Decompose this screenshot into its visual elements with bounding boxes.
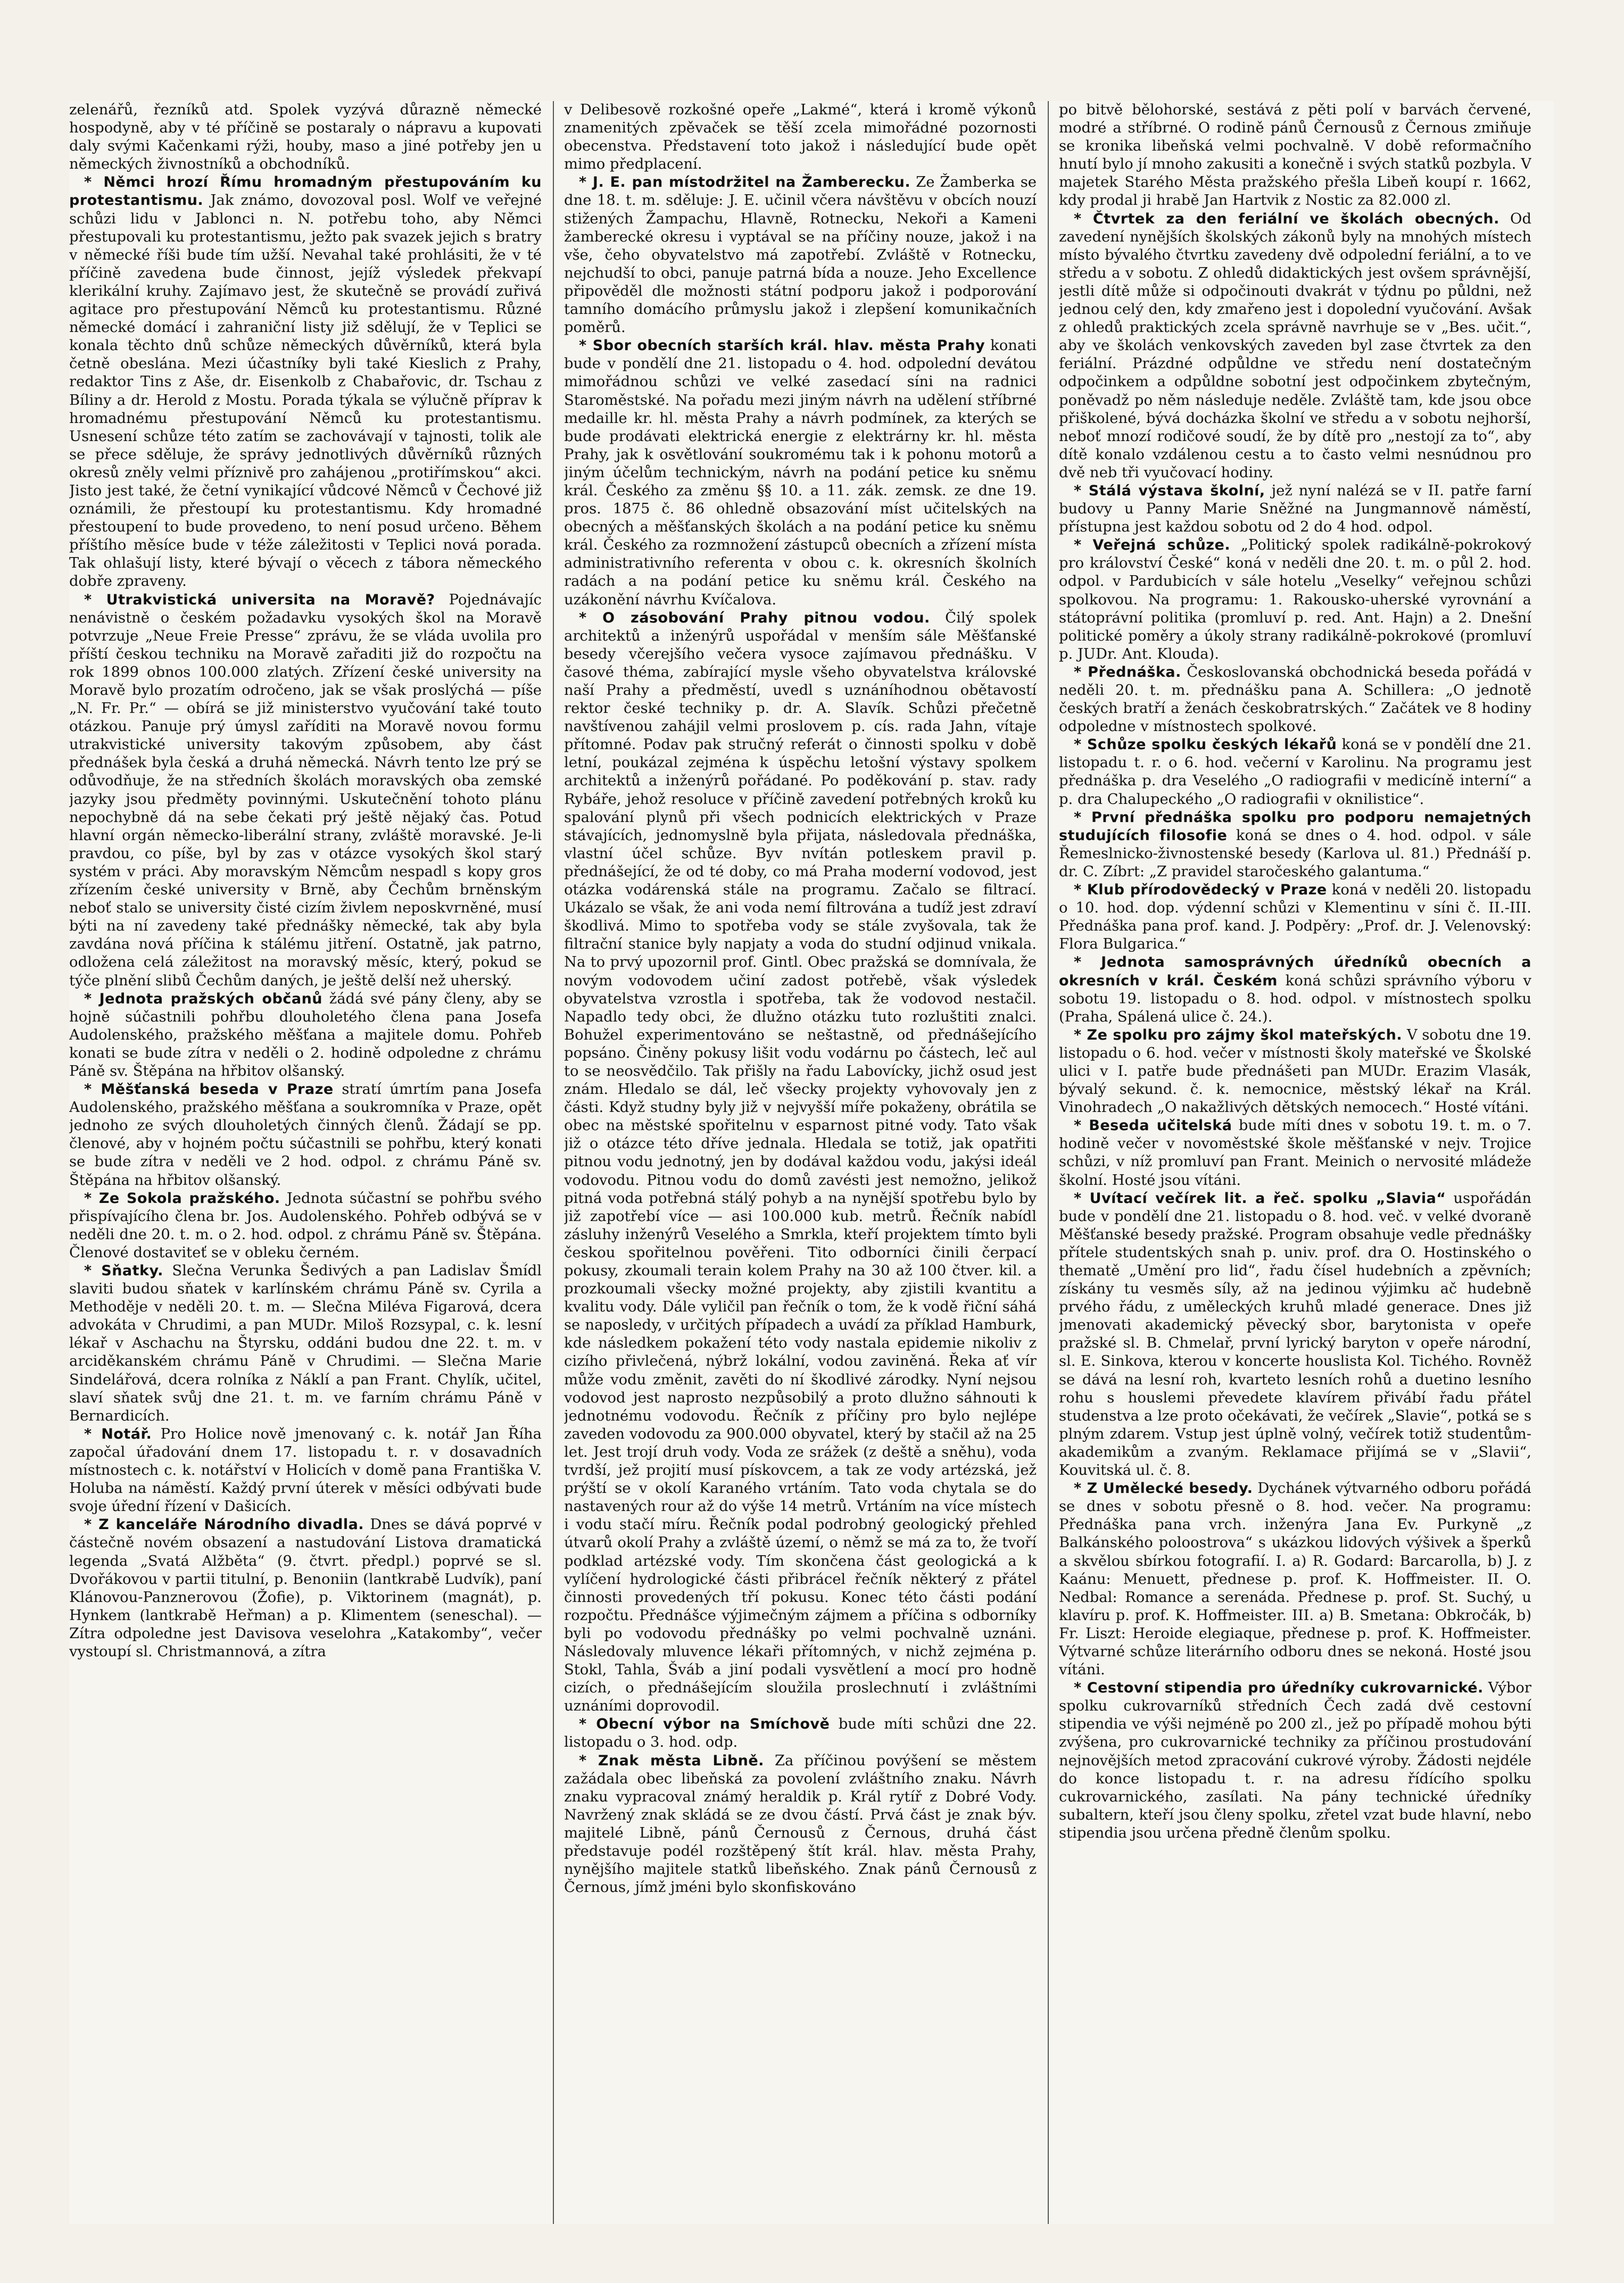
article-heading: * Přednáška.	[1074, 663, 1181, 680]
article-paragraph	[564, 1752, 1037, 1897]
column-rule-1	[553, 101, 554, 2224]
article-heading: * Jednota samosprávných úředníků obecních a okresních v král. Českém	[1059, 954, 1531, 989]
article-paragraph	[1059, 953, 1531, 1026]
article-heading: * Beseda učitelská	[1074, 1117, 1232, 1134]
article-heading: * Uvítací večírek lit. a řeč. spolku „Slavia“	[1074, 1190, 1446, 1207]
article-heading: * První přednáška spolku pro podporu nemajetných studujících filosofie	[1059, 809, 1531, 844]
article-paragraph	[69, 990, 542, 1081]
article-heading: * Znak města Libně.	[579, 1752, 764, 1769]
article-paragraph	[564, 1715, 1037, 1751]
article-heading: * Jednota pražských občanů	[84, 990, 323, 1007]
article-heading: * Němci hrozí Římu hromadným přestupováním ku protestantismu.	[69, 174, 542, 209]
article-text: žádá své pány členy, aby se hojně súčastnili pohřbu dlouholetého člena pana Josefa Audolenského, pražského měšťana a majitele domu. Pohřeb konati se bude zítra v neděli o 2. hodině odpoledne z chrámu Páně sv. Štěpána na hřbitov olšanský.	[69, 990, 542, 1080]
article-heading: * Z kanceláře Národního divadla.	[84, 1516, 364, 1533]
article-paragraph	[1059, 210, 1531, 482]
article-text: stratí úmrtím pana Josefa Audolenského, pražského měšťana a soukromníka v Praze, opět jednoho ze svých dlouholetých činných členů. Žádají se pp. členové, aby v hojném počtu súčastnili se pohřbu, který konati se bude zítra v neděli ve 2 hod. odpol. z chrámu Páně sv. Štěpána na hřbitov olšanský.	[69, 1081, 542, 1189]
article-paragraph	[1059, 663, 1531, 736]
column-rule-2	[1048, 101, 1049, 2224]
article-paragraph	[69, 1516, 542, 1661]
article-text: koná schůzi správního výboru v sobotu 19. listopadu o 8. hod. odpol. v místnostech spolku (Praha, Spálená ulice č. 24.).	[1059, 972, 1531, 1025]
article-text: zelenářů, řezníků atd. Spolek vyzývá důrazně německé hospodyně, aby v té příčině se postaraly o nápravu a kupovati daly svými Kačenkami rýži, houby, maso a jiné potřeby jen u německých živnostníků a obchodníků.	[69, 102, 542, 173]
article-text: jež nyní nalézá se v II. patře farní budovy u Panny Marie Sněžné na Jungmannově náměstí, přístupna jest každou sobotu od 2 do 4 hod. odpol.	[1059, 482, 1531, 536]
article-text: konati bude v pondělí dne 21. listopadu o 4. hod. odpolední devátou mimořádnou schůzi ve velké zasedací síni na radnici Staroměstské. Na pořadu mezi jiným návrh na udělení stříbrné medaille kr. hl. města Prahy a návrh podmínek, za kterých se bude prodávati elektrická energie z elektrárny kr. hl. města Prahy, jak k osvětlování soukromému tak i k pohonu motorů a jiným účelům technickým, návrh na podání petice ku sněmu král. Českého za změnu §§ 10. a 11. zák. zemsk. ze dne 19. pros. 1875 č. 86 ohledně obsazování míst učitelských na obecných a měšťanských školách a na podání petice ku sněmu král. Českého za rozmnožení zástupců obecních a zřízení místa administrativního referenta v obou c. k. okresních školních radách a na podání petice ku sněmu král. Českého na uzákonění návrhu Kvíčalova.	[564, 337, 1037, 608]
article-paragraph	[1059, 1117, 1531, 1189]
article-text: Jednota súčastní se pohřbu svého přispívajícího člena br. Jos. Audolenského. Pohřeb odbývá se v neděli dne 20. t. m. o 2. hod. odpol. z chrámu Páně sv. Štěpána. Členové dostaviteť se v obleku černém.	[69, 1190, 542, 1261]
article-paragraph	[69, 173, 542, 591]
article-paragraph	[1059, 881, 1531, 953]
article-heading: * Sňatky.	[84, 1263, 163, 1279]
article-heading: * Ze spolku pro zájmy škol mateřských.	[1074, 1026, 1403, 1043]
article-heading: * Veřejná schůze.	[1074, 537, 1231, 554]
article-paragraph	[69, 1190, 542, 1262]
article-paragraph	[69, 1081, 542, 1190]
article-text: V sobotu dne 19. listopadu o 6. hod. večer v místnosti školy mateřské ve Školské ulici v I. patře bude přednášeti pan MUDr. Erazim Vlasák, bývalý sekund. č. k. nemocnice, městský lékař na Král. Vinohradech „O nakažlivých dětských nemocech.“ Hosté vítáni.	[1059, 1026, 1531, 1116]
article-heading: * Sbor obecních starších král. hlav. města Prahy	[579, 337, 985, 354]
newspaper-page	[69, 101, 1554, 2224]
article-text: Od zavedení nynějších školských zákonů byly na mnohých místech místo bývalého čtvrtku zavedeny dvě odpolední feriální, a to ve středu a v sobotu. Z ohledů didaktických jest ovšem správnější, jestli dítě může si odpočinouti dvakrát v týdnu po půldni, než jednou celý den, kdy zmařeno jest i dopolední vyučování. Avšak z ohledů praktických zcela správně navrhuje se v „Bes. učit.“, aby ve školách venkovských zaveden byl zase čtvrtek za den feriální. Prázdné odpůldne ve středu není dostatečným odpočinkem a odpůldne sobotní jest odpočinkem zbytečným, poněvadž po něm následuje neděle. Zvláště tam, kde jsou obce přiškolené, bývá docházka školní ve středu a v sobotu nejhorší, neboť mnozí rodičové soudí, že by dítě pro „nestojí za to“, aby dítě konalo vzdálenou cestu a to často velmi nesnúdnou pro dvě neb tři vyučovací hodiny.	[1059, 210, 1531, 481]
article-heading: * Obecní výbor na Smíchově	[579, 1716, 830, 1733]
article-heading: * Čtvrtek za den feriální ve školách obecných.	[1074, 210, 1499, 227]
article-paragraph	[1059, 536, 1531, 663]
article-heading: * Ze Sokola pražského.	[84, 1190, 280, 1207]
column-3	[1059, 101, 1531, 2224]
article-heading: * J. E. pan místodržitel na Žamberecku.	[579, 174, 911, 191]
article-paragraph	[564, 337, 1037, 609]
article-heading: * Měšťanská beseda v Praze	[84, 1081, 334, 1098]
article-text: uspořádán bude v pondělí dne 21. listopadu o 8. hod. več. v velké dvoraně Měšťanské besedy pražské. Program obsahuje vedle přednášky přítele studentských snah p. univ. prof. dra O. Hostinského o thematě „Umění pro lid“, řadu čísel hudebních a zpěvních; získány tu vesměs síly, až na jedinou výjimku ač hudebně prvého řádu, z uměleckých kruhů mladé generace. Dnes již jmenovati akademický pěvecký sbor, barytonista v opeře pražské sl. B. Chmelař, první lyrický baryton v opeře národní, sl. E. Sinkova, kterou v koncerte houslista Kol. Tichého. Rovněž se dává na lesní roh, kvarteto lesních rohů a duetino lesního rohu s houslemi převedete klavírem přivábí řadu přátel studenstva a lze proto očekávati, že večírek „Slavie“, potká se s plným zdarem. Vstup jest úplně volný, večírek totiž studentům-akademikům a zvaným. Reklamace přijímá se v „Slavii“, Kouvitská ul. č. 8.	[1059, 1190, 1531, 1479]
article-paragraph	[69, 1262, 542, 1425]
article-text: Pojednávajíc nenávistně o českém požadavku vysokých škol na Moravě potvrzuje „Neue Freie Presse“ zprávu, že se vláda uvolila pro příští českou techniku na Moravě zařaditi již do rozpočtu na rok 1899 obnos 100.000 zlatých. Zřízení české university na Moravě bylo prozatím odročeno, jak se však proslýchá — píše „N. Fr. Pr.“ — obírá se již ministerstvo vyučování také touto otázkou. Panuje prý úmysl zaříditi na Moravě novou formu utrakvistické university takovým způsobem, aby část přednášek byla česká a druhá německá. Návrh tento lze prý se odůvodňuje, že na středních školách moravských oba zemské jazyky jsou předměty povinnými. Uskutečnění tohoto plánu nepochybně dá na sebe čekati prý ještě nějaký čas. Potud hlavní orgán německo-liberální strany, zvláště moravské. Je-li pravdou, co píše, byl by zas v otázce vysokých škol starý systém v práci. Aby moravským Němcům nespadl s kopy gros zřízením české university v Brně, aby Čechům brněnským neboť stalo se university čisté cizím živlem neposkvrněné, musí býti na ní zavedeny také přednášky německé, tak aby byla zavdána nová příčina k stálému jitření. Ostatně, jak patrno, odložena celá záležitost na moravský měsíc, který, pokud se týče plnění slibů Čechům daných, je ještě delší než uherský.	[69, 591, 542, 989]
article-text: Čilý spolek architektů a inženýrů uspořádal v menším sále Měšťanské besedy včerejšího večera vysoce zajímavou přednášku. V časové théma, zabírající mysle všeho obyvatelstva královské naší Prahy a předměstí, uvedl s uznáníhodnou obětavostí rektor české techniky p. dr. A. Slavík. Schůzi přečetně navštívenou zahájil velmi proslovem p. cís. rada Jahn, vítaje přítomné. Podav pak stručný referát o činnosti spolku v době letní, poukázal zejména k úspěchu letošní výstavy spolkem architektů a inženýrů pořádané. Po poděkování p. stav. rady Rybáře, jehož resoluce v příčině zavedení potřebných kroků ku spalování plynů při všech podnicích elektrických v Praze stávajících, jednomyslně byla přijata, následovala přednáška, vlastní účel schůze. Byv nvítán potleskem pravil p. přednášející, že od té doby, co má Praha moderní vodovod, jest otázka vodárenská stále na programu. Začalo se filtrací. Ukázalo se však, že ani voda nemí filtrována a tudíž jest zdraví škodlivá. Mimo to spotřeba vody se stále zvyšovala, tak že filtrační stanice byly napjaty a voda do studní odjinud vnikala. Na to prvý upozornil prof. Gintl. Obec pražská se domnívala, že novým vodovodem učiní zadost potřebě, však výsledek obyvatelstva vzrostla i spotřeba, tak že vodovod nestačil. Napadlo tedy obci, že dlužno otázku tuto rozluštiti znalci. Bohužel experimentováno se neštastně, od přednášejícího popsáno. Činěny pokusy lišit vodu vodárnu po částech, leč aul to se neosvědčilo. Tak přišly na řadu Labovícky, jichž osud jest znám. Hledalo se dál, leč všecky projekty vyhovovaly jen z části. Když studny byly již v nejvyšší míře pokaženy, obrátila se obec na městské spořitelnu v esparnost pitné vody. Tato však již o otázce této dříve jednala. Hledala se totiž, jak opatřiti pitnou vodu jednotný, jen by dodával každou vodu, jakýsi ideál vodovodu. Pitnou vodu do domů zavésti jest nemožno, jelikož pitná voda potřebná stálý pohyb a na nynější spotřebu bylo by již zapotřebí více — asi 100.000 kub. metrů. Řečník nabídl zásluhy inženýrů Veselého a Smrkla, kteří projektem tímto byli českou spořitelnou pověřeni. Tito odborníci činili čerpací pokusy, zkoumali terain kolem Prahy na 30 až 100 čtver. kil. a prozkoumali všecky možné projekty, aby zjistili kvantitu a kvalitu vody. Dále vyličil pan řečník o tom, že k vodě řiční sáhá se naposledy, v určitých případech a uvádí za příklad Hamburk, kde následkem pokažení této vody nastala epidemie nikoliv z cizího přivlečená, nýbrž lokální, vodou zaviněná. Řeka ať vír může vodu změnit, zavěti do ní škodlivé zárodky. Nyní nejsou vodovod jest naprosto nezpůsobilý a proto dlužno sáhnouti k jednotnému vodovodu. Řečník z příčiny pro bylo nejlépe zaveden vodovodu za 900.000 obyvatel, který by stačil až na 25 let. Jest trojí druh vody. Voda ze srážek (z deště a sněhu), voda tvrdší, jež projití musí pískovcem, a tak ze vody artézská, jež prýští se v okolí Karaného vrtáním. Tato voda chytala se do nastavených rour až do výše 14 metrů. Vrtáním na více místech i vodu stačí míru. Řečník podal podrobný geologický přehled útvarů okolí Prahy a zvláště území, o němž se má za to, že tvoří podklad artézské vody. Tím skončena část geologická a k vylíčení hydrologické části přibrácel řečník některý z přátel činnosti provedených tří pokusu. Konec této části podání rozpočtu. Přednášce výjimečným zájmem a příčina s odborníky byli po vodovodu přednášky po velmi pochvalně uznáni. Následovaly mluvence lékaři přítomných, v nichž zejména p. Stokl, Tahla, Šváb a jiní podali vysvětlení a mocí pro hodně cizích, o přednášejícím sloužila proslechnutí i zvláštními uznáními doprovodil.	[564, 609, 1037, 1715]
article-paragraph	[1059, 1679, 1531, 1842]
article-heading: * Cestovní stipendia pro úředníky cukrovarnické.	[1074, 1680, 1484, 1697]
article-paragraph	[1059, 809, 1531, 881]
article-text: Za příčinou povýšení se městem zažádala obec libeňská za povolení zvláštního znaku. Návrh znaku vypracoval známý heraldik p. Král rytíř z Dobré Vody. Navržený znak skládá se ze dvou částí. Prvá část je znak býv. majitelé Libně, pánů Černousů z Černous, druhá část představuje podél rozštěpený štít král. hlav. města Prahy, nynějšího majitele statků libeňského. Znak pánů Černousů z Černous, jímž jméni bylo skonfiskováno	[564, 1752, 1037, 1896]
article-paragraph	[69, 101, 542, 173]
article-text: bude míti dnes v sobotu 19. t. m. o 7. hodině večer v novoměstské škole měšťanské v nejv. Trojice schůzi, v níž promluví pan Frant. Meinich o nervosité mládeže školní. Hosté jsou vítáni.	[1059, 1117, 1531, 1189]
article-paragraph	[1059, 736, 1531, 808]
article-text: koná se v pondělí dne 21. listopadu t. r. o 6. hod. večerní v Karolinu. Na programu jest přednáška p. dra Veselého „O radiografii v medicíně interní“ a p. dra Chalupeckého „O radiografii v oknilistice“.	[1059, 736, 1531, 808]
article-paragraph	[1059, 482, 1531, 536]
article-paragraph	[1059, 1480, 1531, 1679]
column-2	[564, 101, 1037, 2224]
article-heading: * Stálá výstava školní,	[1074, 482, 1265, 499]
article-paragraph	[564, 101, 1037, 173]
article-heading: * Notář.	[84, 1425, 152, 1442]
article-text: Dnes se dává poprvé v částečně novém obsazení a nastudování Listova dramatická legenda „Svatá Alžběta“ (9. čtvrt. předpl.) poprvé se sl. Dvořákovou v partii titulní, p. Benoniin (lantkrabě Ludvík), paní Klánovou-Panznerovou (Žofie), p. Viktorinem (magnát), p. Hynkem (lantkrabě Heřman) a p. Klimentem (seneschal). — Zítra odpoledne jest Davisova veselohra „Katakomby“, večer vystoupí sl. Christmannová, a zítra	[69, 1516, 542, 1660]
article-text: Výbor spolku cukrovarníků středních Čech zadá dvě cestovní stipendia ve výši nejméně po 200 zl., jež po případě mohou býti zvýšena, pro cukrovarnické techniky za příčinou prostudování nejnovějších metod zpracování cukrové výroby. Žádosti nejdéle do konce listopadu t. r. na adresu řídícího spolku cukrovarnického, zasílati. Na pány technické úředníky subaltern, kteří jsou členy spolku, zřetel vzat bude hlavní, nebo stipendia jsou určena předně členům spolku.	[1059, 1680, 1531, 1841]
article-text: Ze Žamberka se dne 18. t. m. sděluje: J. E. učinil včera návštěvu v obcích nouzí stižených Žampachu, Hlavně, Rotnecku, Nekoři a Kameni žamberecké okresu i vyptával se na příčiny nouze, jakož i na vše, čeho obyvatelstvo má zapotřebí. Zvláště v Rotnecku, nejchudší to obci, panuje patrná bída a nouze. Jeho Excellence připověděl dle možnosti státní podporu jakož i podporování tamního domácího průmyslu jakož i zlepšení komunikačních poměrů.	[564, 174, 1037, 336]
article-heading: * Z Umělecké besedy.	[1074, 1480, 1253, 1497]
column-1	[69, 101, 542, 2224]
article-paragraph	[564, 173, 1037, 337]
article-text: v Delibesově rozkošné opeře „Lakmé“, která i kromě výkonů znamenitých zpěvaček se těší zcela mimořádné pozornosti obecenstva. Představení toto jakož i následující bude opět mimo předplacení.	[564, 102, 1037, 173]
article-paragraph	[564, 609, 1037, 1716]
article-text: koná se dnes o 4. hod. odpol. v sále Řemeslnicko-živnostenské besedy (Karlova ul. 81.) Přednáší p. dr. C. Zíbrt: „Z pravidel staročeského galantuma.“	[1059, 827, 1531, 880]
article-text: „Politický spolek radikálně-pokrokový pro království České“ koná v neděli dne 20. t. m. o půl 2. hod. odpol. v Pardubicích v sále hotelu „Veselky“ veřejnou schůzi spolkovou. Na programu: 1. Rakousko-uherské vyrovnání a státoprávní politika (promluví p. red. Ant. Hajn) a 2. Dnešní politické poměry a úkoly strany radikálně-pokrokové (promluví p. JUDr. Ant. Klouda).	[1059, 537, 1531, 662]
article-heading: * Klub přírodovědecký v Praze	[1074, 882, 1327, 899]
article-text: po bitvě bělohorské, sestává z pěti polí v barvách červené, modré a stříbrné. O rodině pánů Černousů z Černous zmiňuje se kronika libeňská velmi pochvalně. V době reformačního hnutí bylo jí mnoho zakusiti a konečně i svých statků pozbyla. V majetek Starého Města pražského přešla Libeň koupí r. 1662, kdy prodal ji hrabě Jan Hartvik z Nostic za 82.000 zl.	[1059, 102, 1531, 209]
article-text: Slečna Verunka Šedivých a pan Ladislav Šmídl slaviti budou sňatek v karlínském chrámu Páně sv. Cyrila a Methoděje v neděli 20. t. m. — Slečna Miléva Figarová, dcera advokáta v Chrudimi, a pan MUDr. Miloš Rozsypal, c. k. lesní lékař v Aschachu na Štyrsku, oddáni budou dne 22. t. m. v arciděkanském chrámu Páně v Chrudimi. — Slečna Marie Sindelářová, dcera rolníka z Náklí a pan Frant. Chylík, učitel, slaví sňatek svůj dne 21. t. m. ve farním chrámu Páně v Bernardicích.	[69, 1263, 542, 1424]
article-text: Českoslovanská obchodnická beseda pořádá v neděli 20. t. m. přednášku pana A. Schillera: „O jednotě českých bratří a ženách českobratrských.“ Začátek ve 8 hodiny odpoledne v místnostech spolkové.	[1059, 663, 1531, 735]
article-paragraph	[1059, 1026, 1531, 1117]
article-paragraph	[1059, 101, 1531, 210]
article-heading: * Utrakvistická universita na Moravě?	[84, 591, 435, 608]
article-paragraph	[69, 591, 542, 990]
article-text: Pro Holice nově jmenovaný c. k. notář Jan Říha započal úřadování dnem 17. listopadu t. r. v dosavadních místnostech c. k. notářství v Holicích v domě pana Františka V. Holuba na náměstí. Každý první úterek v měsíci odbývati bude svoje úřední řízení v Dašicích.	[69, 1425, 542, 1515]
article-text: Jak známo, dovozoval posl. Wolf ve veřejné schůzi lidu v Jablonci n. N. potřebu toho, aby Němci přestupovali ku protestantismu, ježto pak svazek jejich s bratry v německé říši bude tím užší. Nevahal také prohlásiti, že v té příčině zavedena bude činnost, jejíž výsledek překvapí klerikální kruhy. Zajímavo jest, že skutečně se provádí zuřivá agitace pro přestupování Němců ku protestantismu. Různé německé domácí i zahraniční listy již sdělují, že v Teplici se konala těchto dnů schůze německých důvěrníků, která byla četně obeslána. Mezi účastníky byli také Kieslich z Prahy, redaktor Tins z Aše, dr. Eisenkolb z Chabařovic, dr. Tschau z Bíliny a dr. Herold z Mostu. Porada týkala se výlučně příprav k hromadnému přestupování Němců ku protestantismu. Usnesení schůze této zatím se zachovávají v tajnosti, tolik ale se přece sděluje, že správy jednotlivých důvěrníků různých okresů zněly velmi příznivě pro zahájenou „protiřímskou“ akci. Jisto jest také, že četní vynikající vůdcové Němců v Čechové již oznámili, že přestoupí ku protestantismu. Kdy hromadné přestoupení to bude provedeno, to není posud určeno. Během příštího měsíce bude v téže záležitosti v Teplici nová porada. Tak ohlašují listy, které bývají o věcech z tábora německého dobře zpraveny.	[69, 192, 542, 590]
article-text: bude míti schůzi dne 22. listopadu o 3. hod. odp.	[564, 1716, 1037, 1751]
article-paragraph	[1059, 1190, 1531, 1480]
article-text: koná v neděli 20. listopadu o 10. hod. dop. výdenní schůzi v Klementinu v síni č. II.-III. Přednáška pana prof. kand. J. Podpěry: „Prof. dr. J. Velenovský: Flora Bulgarica.“	[1059, 882, 1531, 953]
article-heading: * Schůze spolku českých lékařů	[1074, 736, 1337, 753]
article-heading: * O zásobování Prahy pitnou vodou.	[579, 609, 930, 626]
article-paragraph	[69, 1425, 542, 1516]
article-text: Dychánek výtvarného odboru pořádá se dnes v sobotu přesně o 8. hod. večer. Na programu: Přednáška pana vrch. inženýra Jana Ev. Purkyně „z Balkánského poloostrova“ s ukázkou lidových výšivek a šperků a skvělou sbírkou fotografií. I. a) R. Godard: Barcarolla, b) J. z Kaánu: Menuett, přednese p. prof. K. Hoffmeister. II. O. Nedbal: Romance a serenáda. Přednese p. prof. St. Suchý, u klavíru p. prof. K. Hoffmeister. III. a) B. Smetana: Obkročák, b) Fr. Liszt: Heroide elegiaque, přednese p. prof. K. Hoffmeister. Výtvarné schůze literárního odboru dnes se nekoná. Hosté jsou vítáni.	[1059, 1480, 1531, 1679]
